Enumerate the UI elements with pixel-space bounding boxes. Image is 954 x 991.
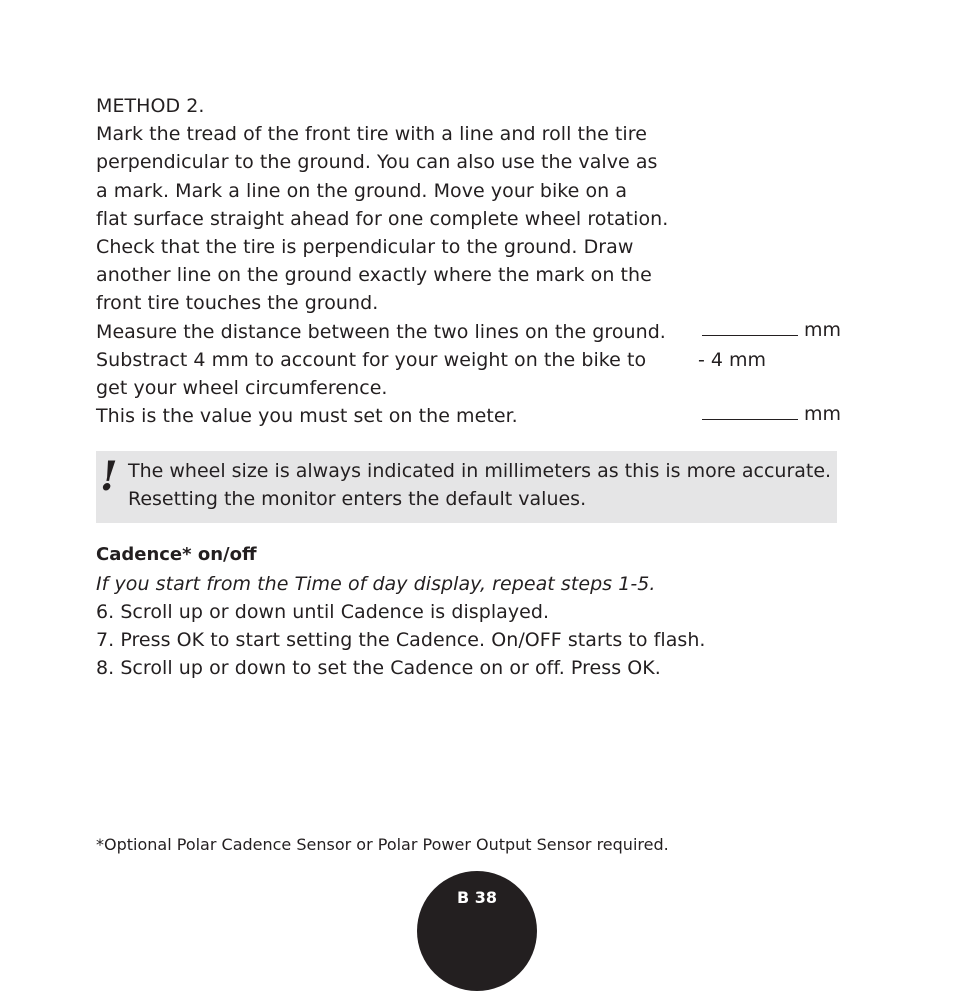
method-line-3: a mark. Mark a line on the ground. Move your bike on a — [96, 180, 628, 202]
exclamation-icon: ! — [100, 453, 118, 500]
method-line-2: perpendicular to the ground. You can also use the valve as — [96, 151, 658, 173]
method-line-9: Substract 4 mm to account for your weight on the bike to — [96, 349, 647, 371]
note-line-2: Resetting the monitor enters the default values. — [128, 488, 587, 510]
cadence-step-8: 8. Scroll up or down to set the Cadence on or off. Press OK. — [96, 657, 661, 679]
method-line-11: This is the value you must set on the meter. — [96, 405, 518, 427]
cadence-step-7: 7. Press OK to start setting the Cadence. On/OFF starts to flash. — [96, 629, 706, 651]
method-title: METHOD 2. — [96, 95, 205, 117]
measured-distance-blank — [702, 317, 798, 336]
cadence-heading: Cadence* on/off — [96, 544, 257, 565]
footnote: *Optional Polar Cadence Sensor or Polar Power Output Sensor required. — [96, 835, 669, 854]
result-unit: mm — [804, 403, 842, 425]
method-line-4: flat surface straight ahead for one complete wheel rotation. — [96, 208, 669, 230]
method-line-8: Measure the distance between the two lines on the ground. — [96, 321, 666, 343]
subtract-value: - 4 mm — [698, 349, 767, 371]
method-line-5: Check that the tire is perpendicular to the ground. Draw — [96, 236, 634, 258]
measured-distance-field — [702, 316, 841, 344]
method-line-7: front tire touches the ground. — [96, 292, 379, 314]
result-blank — [702, 401, 798, 420]
method-line-1: Mark the tread of the front tire with a line and roll the tire — [96, 123, 647, 145]
note-line-1: The wheel size is always indicated in millimeters as this is more accurate. — [128, 460, 832, 482]
cadence-intro: If you start from the Time of day display, repeat steps 1-5. — [96, 573, 656, 595]
result-field — [702, 400, 841, 428]
measured-distance-unit: mm — [804, 319, 842, 341]
method-line-10: get your wheel circumference. — [96, 377, 388, 399]
method-line-6: another line on the ground exactly where the mark on the — [96, 264, 652, 286]
page-number: B 38 — [456, 888, 498, 907]
cadence-step-6: 6. Scroll up or down until Cadence is displayed. — [96, 601, 550, 623]
